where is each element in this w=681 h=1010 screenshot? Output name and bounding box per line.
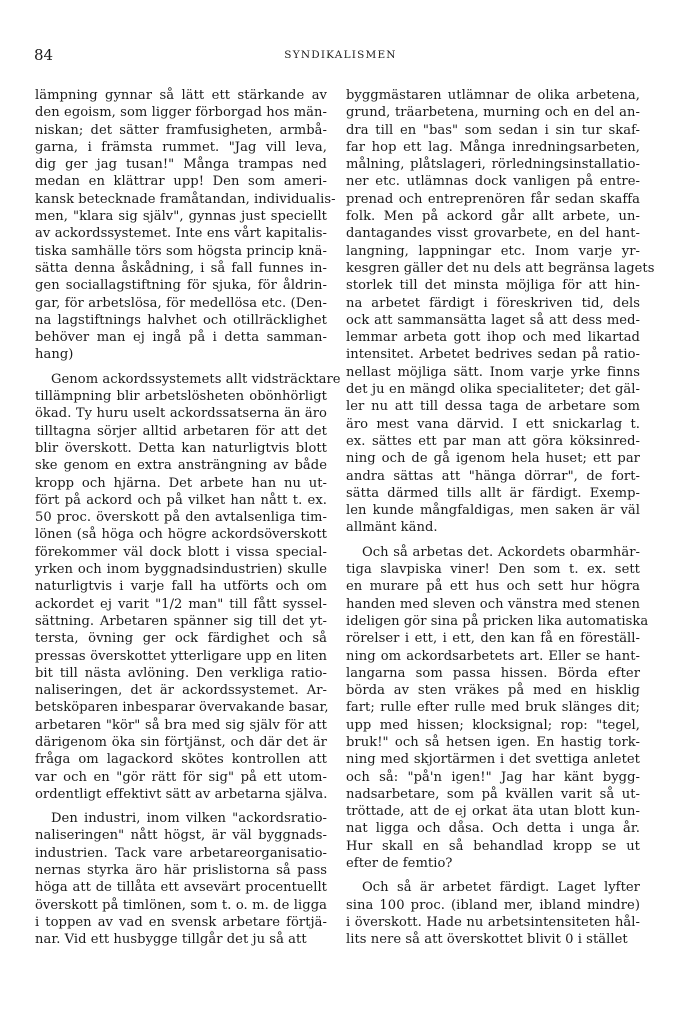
text-line: far hop ett lag. Många inredningsarbeten,	[346, 139, 640, 155]
text-line: nar. Vid ett husbygge tillgår det ju så att	[35, 932, 307, 948]
text-line: betsköparen inbesparar övervakande basar,	[35, 700, 329, 716]
text-line: naturligtvis i varje fall ha utförts och om	[35, 579, 327, 595]
paragraph	[35, 810, 327, 948]
text-line: Och så är arbetet färdigt. Laget lyfter	[362, 880, 640, 896]
text-line: av ackordssystemet. Inte ens vårt kapitalis-	[35, 226, 327, 242]
text-line: sina 100 proc. (ibland mer, ibland mindre)	[346, 897, 640, 913]
text-line: ökad. Ty huru uselt ackordssatserna än äro	[35, 406, 327, 422]
running-head: SYNDIKALISMEN	[284, 49, 397, 61]
text-line: garna, i främsta rummet. "Jag vill leva,	[35, 139, 327, 155]
text-line: i toppen av vad en svensk arbetare förtjä-	[35, 914, 327, 930]
text-line: yrken och inom byggnadsindustrien) skulle	[35, 562, 327, 578]
text-line: börda av sten vräkes på med en hisklig	[346, 683, 640, 699]
text-line: i överskott. Hade nu arbetsintensiteten hål-	[346, 914, 640, 930]
text-line: bit till nästa avlöning. Den verkliga ratio-	[35, 665, 327, 681]
text-line: andra sättas att "hänga dörrar", de fort-	[346, 468, 640, 484]
text-line: äro mest vana därvid. I ett snickarlag t.	[346, 416, 640, 432]
text-line: dantagandes visst grovarbete, en del hant-	[346, 226, 640, 242]
text-line: Hur skall en så behandlad kropp se ut	[346, 838, 640, 854]
text-line: naliseringen, det är ackordssystemet. Ar-	[35, 683, 327, 699]
text-line: ackordet ej varit "1/2 man" till fått syssel-	[35, 596, 327, 612]
text-line: och så: "på'n igen!" Jag har känt bygg-	[346, 769, 640, 785]
text-line: gen sociallagstiftning för sjuka, för åldrin-	[35, 278, 327, 294]
text-line: allmänt känd.	[346, 520, 438, 536]
text-line: na arbetet färdigt i föreskriven tid, dels	[346, 295, 640, 311]
text-line: ning om ackordsarbetets art. Eller se hant-	[346, 648, 640, 664]
text-line: grund, träarbetena, murning och en del an-	[346, 105, 640, 121]
text-line: rörelser i ett, i ett, den kan få en föreställ-	[346, 631, 640, 647]
text-line: gar, för arbetslösa, för medellösa etc. (Den-	[35, 295, 327, 311]
text-line: tillämpning blir arbetslösheten obönhörligt	[35, 389, 327, 405]
text-line: det ju en mängd olika specialiteter; det gäl-	[346, 382, 640, 398]
text-line: langning, lappningar etc. Inom varje yr-	[346, 243, 640, 259]
text-line: folk. Men på ackord går allt arbete, un-	[346, 209, 640, 225]
paragraph	[35, 371, 341, 803]
text-line: len kunde mångfaldigas, men saken är väl	[346, 503, 640, 519]
text-line: niskan; det sätter framfusigheten, armbå-	[35, 122, 327, 138]
text-line: målning, plåtslageri, rörledningsinstallatio-	[346, 157, 640, 173]
text-line: dra till en "bas" som sedan i sin tur skaf-	[346, 122, 640, 138]
text-line: ning och de gå igenom hela huset; ett par	[346, 451, 640, 467]
text-line: behöver man ej ingå på i detta samman-	[35, 330, 327, 346]
text-line: dig ger jag tusan!" Många trampas ned	[35, 157, 327, 173]
text-line: nernas styrka äro här prislistorna så pass	[35, 863, 327, 879]
text-line: langarna som passa hissen. Börda efter	[346, 665, 640, 681]
text-line: ner etc. utlämnas dock vanligen på entre-	[346, 174, 640, 190]
paragraph	[346, 879, 640, 948]
text-line: na lagstiftnings halvhet och otillräcklighet	[35, 312, 327, 328]
text-line: upp med hissen; klocksignal; rop: "tegel,	[346, 717, 640, 733]
right-column	[346, 87, 655, 949]
text-line: medan en klättrar upp! Den som ameri-	[35, 174, 327, 190]
text-line: Den industri, inom vilken "ackordsratio-	[51, 811, 327, 827]
text-line: kansk betecknade framåtandan, individualis-	[35, 191, 336, 207]
text-line: ordentligt effektivt sätt av arbetarna själva.	[35, 786, 328, 802]
text-line: fört på ackord och på vilket han nått t. ex.	[35, 492, 327, 508]
text-line: byggmästaren utlämnar de olika arbetena,	[346, 88, 640, 103]
text-line: prenad och entreprenören får sedan skaffa	[346, 191, 640, 207]
text-line: ock att sammansätta laget så att dess med-	[346, 312, 640, 328]
text-line: kesgren gäller det nu dels att begränsa lagets	[346, 260, 655, 276]
text-line: pressas överskottet ytterligare upp en liten	[35, 648, 327, 664]
text-line: höga att de tillåta ett avsevärt procentuellt	[35, 880, 327, 896]
text-line: en murare på ett hus och sett hur högra	[346, 579, 640, 595]
text-line: handen med sleven och vänstra med stenen	[346, 596, 640, 612]
text-line: sätta denna åskådning, i så fall funnes in-	[35, 260, 327, 276]
text-line: nellast möjliga sätt. Inom varje yrke finns	[346, 364, 640, 380]
text-line: den egoism, som ligger förborgad hos män-	[35, 105, 327, 121]
text-line: ex. sättes ett par man att göra köksinred-	[346, 433, 640, 449]
text-line: efter de femtio?	[346, 856, 453, 872]
text-line: kropp och hjärna. Det arbete han nu ut-	[35, 475, 327, 491]
left-column	[35, 87, 341, 949]
text-line: tiga slavpiska viner! Den som t. ex. sett	[346, 562, 640, 578]
text-line: tiska samhälle törs som högsta princip knä-	[35, 243, 327, 259]
text-line: ideligen gör sina på pricken lika automatiska	[346, 613, 649, 629]
text-line: lämpning gynnar så lätt ett stärkande av	[35, 88, 327, 103]
text-line: nadsarbetare, som på kvällen varit så ut-	[346, 786, 640, 802]
page-number: 84	[34, 46, 54, 64]
text-line: intensitet. Arbetet bedrives sedan på ratio-	[346, 347, 640, 363]
text-line: sättning. Arbetaren spänner sig till det yt-	[35, 613, 327, 629]
text-line: ning med skjortärmen i det svettiga anletet	[346, 752, 640, 768]
text-line: ske genom en extra ansträngning av både	[35, 458, 327, 474]
text-line: lemmar arbeta gott ihop och med likartad	[346, 330, 640, 346]
text-line: var och en "gör rätt för sig" på ett utom-	[35, 769, 327, 785]
text-line: naliseringen" nått högst, är väl byggnads-	[35, 828, 327, 844]
text-line: därigenom öka sin förtjänst, och där det är	[35, 734, 327, 750]
text-line: men, "klara sig själv", gynnas just speciellt	[35, 209, 327, 225]
text-line: lits nere så att överskottet blivit 0 i stället	[346, 932, 628, 948]
text-line: fråga om lagackord skötes kontrollen att	[35, 752, 327, 768]
text-line: industrien. Tack vare arbetareorganisatio-	[35, 845, 327, 861]
text-line: bruk!" och så hetsen igen. En hastig tork-	[346, 734, 640, 750]
text-line: överskott på timlönen, som t. o. m. de ligga	[35, 897, 327, 913]
text-line: arbetaren "kör" så bra med sig själv för att	[35, 717, 327, 733]
text-line: hang)	[35, 347, 74, 363]
text-line: storlek till det minsta möjliga för att hin-	[346, 278, 640, 294]
text-line: nat ligga och dåsa. Och detta i unga år.	[346, 821, 640, 837]
paragraph	[346, 87, 655, 537]
text-line: fart; rulle efter rulle med bruk slänges dit;	[346, 700, 640, 716]
paragraph	[35, 87, 336, 364]
paragraph	[346, 544, 649, 873]
text-line: Genom ackordssystemets allt vidsträcktare	[51, 371, 341, 387]
text-line: förekommer väl dock blott i vissa special-	[35, 544, 327, 560]
text-line: ler nu att till dessa taga de arbetare som	[346, 399, 640, 415]
text-line: tilltagna sörjer alltid arbetaren för att det	[35, 423, 327, 439]
text-line: tersta, övning ger ock färdighet och så	[35, 631, 327, 647]
text-line: blir överskott. Detta kan naturligtvis blott	[35, 440, 327, 456]
text-line: 50 proc. överskott på den avtalsenliga tim-	[35, 510, 327, 526]
text-line: Och så arbetas det. Ackordets obarmhär-	[362, 544, 640, 560]
text-line: sätta därmed tills allt är färdigt. Exemp-	[346, 485, 640, 501]
text-line: tröttade, att de ej orkat äta utan blott kun-	[346, 804, 640, 820]
text-line: lönen (så höga och högre ackordsöverskott	[35, 527, 327, 543]
